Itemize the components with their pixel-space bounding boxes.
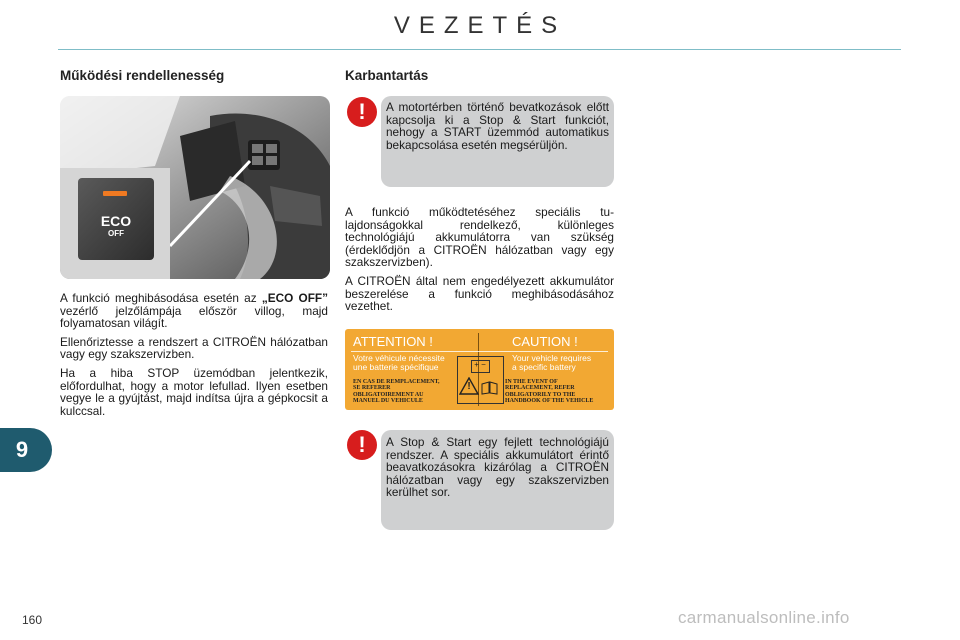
label-en-line-4: HANDBOOK OF THE VEHICLE [505,398,594,405]
label-en-subtitle-2: a specific battery [512,362,576,372]
page-number: 160 [22,613,43,627]
off-label: OFF [108,229,124,238]
label-fr-line-3: OBLIGATOIREMENT AU [353,391,424,398]
label-fr-line-4: MANUEL DU VEHICULE [353,398,423,405]
page-title: VEZETÉS [393,12,567,39]
label-fr-subtitle-2: une batterie spécifique [353,362,439,372]
label-en-subtitle-1: Your vehicle requires [512,353,592,363]
left-column-text [60,292,328,423]
section-heading-maintenance: Karbantartás [345,68,429,83]
paragraph-eco-off-start: A funkció meghibásodása esetén az [60,291,262,305]
hazard-glyph: ! [467,381,471,392]
label-header-rule [351,351,608,352]
paragraph-eco-off [60,292,328,330]
label-en-instructions [505,379,593,405]
warning-text-stop-start: A Stop & Start egy fejlett technológiájú rendszer. A speciális akkumulátort érintő beavatkozásokra kizárólag a CITROËN hálózatban vagy egy szakszervizben kerülhet sor. [386,435,609,500]
paragraph-check-system: Ellenőriztesse a rendszert a CITROËN hálózatban vagy egy szakszervizben. [60,334,328,362]
manual-book-icon [481,381,499,395]
right-column-text [345,206,614,319]
label-fr-instructions [353,379,440,405]
label-en-line-1: IN THE EVENT OF [505,379,558,385]
label-fr-line-1: EN CAS DE REMPLACEMENT, [353,379,440,385]
title-rule [58,49,901,50]
section-heading-malfunction: Működési rendellenesség [60,68,225,83]
label-caution-title: CAUTION ! [512,334,578,349]
battery-signs: + − [474,360,486,369]
paragraph-special-battery: A funkció működtetéséhez speciális tulajdonságokkal rendelkező, különleges technológiájú akkumulátorra van szükség (érdeklődjön a CITROËN hálózatban vagy egy szakszervizben). [345,205,614,270]
warning-text-engine-bay: A motortérben történő bevatkozások előtt kapcsolja ki a Stop & Start funkciót, nehogy a START üzemmód automatikus bekapcsolása esetén megsérüljön. [386,100,609,152]
exclamation-icon: ! [347,97,377,127]
label-fr-subtitle-1: Votre véhicule nécessite [353,353,445,363]
exclamation-icon: ! [347,430,377,460]
eco-label: ECO [100,213,132,229]
paragraph-eco-off-end: vezérlő jelzőlámpája először villog, majd folyamatosan világít. [60,303,328,331]
label-attention-title: ATTENTION ! [353,334,433,349]
paragraph-stop-mode-fault: Ha a hiba STOP üzemódban jelentkezik, előfordulhat, hogy a motor lefullad. Ilyen esetben vegye le a gyújtást, majd indítsa újra a gépkocsit a kulccsal. [60,365,328,418]
watermark: carmanualsonline.info [678,608,850,627]
label-fr-line-2: SE REFERER [353,385,391,392]
label-en-line-2: REPLACEMENT, REFER [505,385,575,392]
battery-warning-label [345,329,614,410]
dashboard-illustration [60,96,330,279]
chapter-number: 9 [15,437,29,462]
label-en-line-3: OBLIGATORILY TO THE [505,391,576,398]
eco-off-button-photo [60,96,330,279]
paragraph-unapproved-battery: A CITROËN által nem engedélyezett akkumulátor beszerelése a funkció meghibásodásához vezethet. [345,273,614,314]
eco-off-term: „ECO OFF” [261,291,329,305]
